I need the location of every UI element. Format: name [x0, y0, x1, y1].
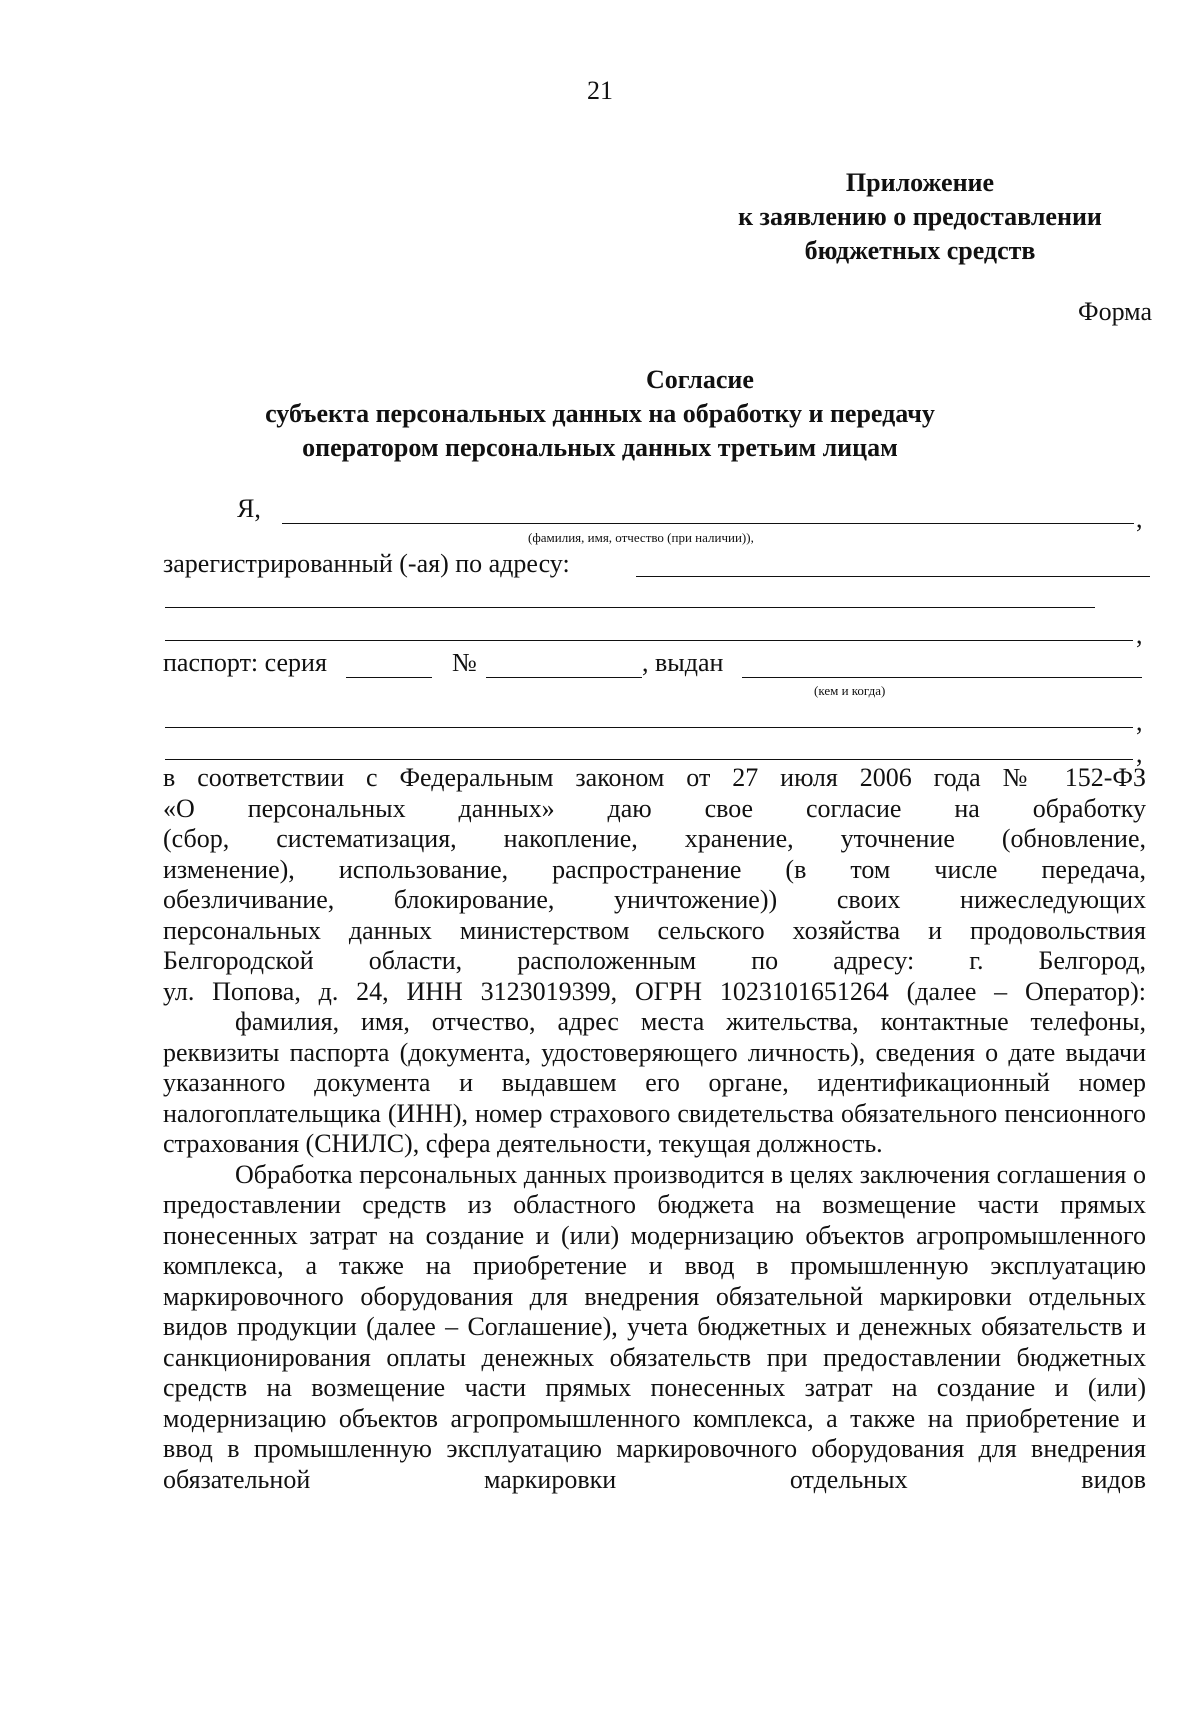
purpose-paragraph: Обработка персональных данных производится в целях заключения соглашения о предоставлении средств из областного бюджета на возмещение части прямых понесенных затрат на создание и (или) модернизацию объектов агропромышленного комплекса, а также на приобретение и ввод в промышленную эксплуатацию маркировочного оборудования для внедрения обязательной маркировки отдельных видов продукции (далее – Соглашение), учета бюджетных и денежных обязательств и санкционирования оплаты денежных обязательств при предоставлении бюджетных средств на возмещение части прямых понесенных затрат на создание и (или) модернизацию объектов агропромышленного комплекса, а также на приобретение и ввод в промышленную эксплуатацию маркировочного оборудования для внедрения обязательной маркировки отдельных видов	[163, 1159, 1146, 1494]
title-line-3: оператором персональных данных третьим лицам	[302, 433, 898, 462]
passport-number-field[interactable]	[486, 677, 642, 678]
address-field-3[interactable]	[165, 640, 1133, 641]
issued-comma-1: ,	[1136, 707, 1143, 736]
title-line-2: субъекта персональных данных на обработку и передачу	[265, 399, 935, 428]
appendix-line-1: Приложение	[845, 168, 995, 197]
consent-body	[163, 763, 1146, 1495]
issued-field[interactable]	[742, 677, 1142, 678]
appendix-header	[690, 166, 1150, 268]
form-label: Форма	[1078, 297, 1152, 326]
consent-line: обезличивание, блокирование, уничтожение)) своих нижеследующих	[163, 885, 1146, 914]
appendix-line-3: бюджетных средств	[804, 236, 1036, 265]
consent-line: (сбор, систематизация, накопление, хранение, уточнение (обновление,	[163, 824, 1146, 853]
address-field-1[interactable]	[636, 576, 1150, 577]
page-number: 21	[587, 76, 613, 105]
consent-line: «О персональных данных» даю свое согласие на обработку	[163, 793, 1146, 823]
ya-label: Я,	[237, 494, 261, 523]
fio-comma: ,	[1136, 504, 1143, 533]
issued-caption: (кем и когда)	[814, 683, 886, 698]
fio-caption: (фамилия, имя, отчество (при наличии)),	[528, 530, 754, 545]
passport-series-label: паспорт: серия	[163, 648, 327, 677]
fio-field[interactable]	[282, 523, 1134, 524]
consent-line: изменение), использование, распространение (в том числе передача,	[163, 854, 1146, 884]
issued-comma-2: ,	[1136, 739, 1143, 768]
personal-data-paragraph: фамилия, имя, отчество, адрес места жительства, контактные телефоны, реквизиты паспорта (документа, удостоверяющего личность), сведения о дате выдачи указанного документа и выдавшем его органе, идентификационный номер налогоплательщика (ИНН), номер страхового свидетельства обязательного пенсионного страхования (СНИЛС), сфера деятельности, текущая должность.	[163, 1007, 1146, 1158]
issued-field-2[interactable]	[165, 727, 1133, 728]
appendix-line-2: к заявлению о предоставлении	[738, 202, 1102, 231]
consent-line: Белгородской области, расположенным по адресу: г. Белгород,	[163, 946, 1146, 975]
address-comma: ,	[1136, 620, 1143, 649]
issued-label: , выдан	[642, 648, 724, 677]
title-line-1: Согласие	[646, 365, 754, 394]
passport-series-field[interactable]	[346, 677, 432, 678]
address-label: зарегистрированный (-ая) по адресу:	[163, 549, 570, 578]
consent-line: персональных данных министерством сельского хозяйства и продовольствия	[163, 915, 1146, 945]
issued-field-3[interactable]	[165, 759, 1133, 760]
address-field-2[interactable]	[165, 607, 1095, 608]
passport-number-label: №	[452, 648, 477, 677]
consent-line: в соответствии с Федеральным законом от 27 июля 2006 года № 152-ФЗ	[163, 763, 1146, 792]
consent-line: ул. Попова, д. 24, ИНН 3123019399, ОГРН 1023101651264 (далее – Оператор):	[163, 976, 1146, 1006]
